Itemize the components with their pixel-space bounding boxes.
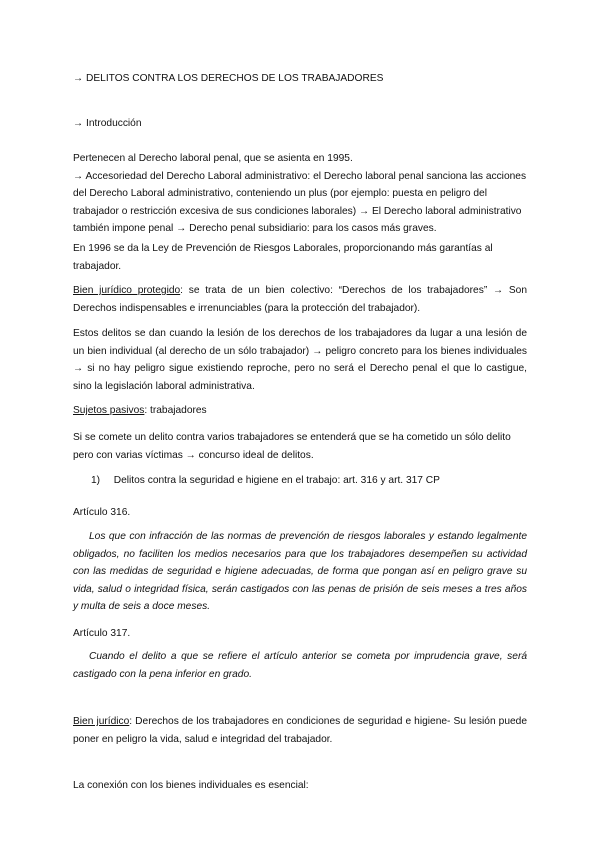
- sujetos-text: : trabajadores: [144, 405, 207, 416]
- sujetos-paragraph: [73, 402, 527, 420]
- paragraph-ley-prevencion: [73, 240, 527, 275]
- bien1-text: : se trata de un bien colectivo: “Derechos de los trabajadores” → Son Derechos indispensables e irrenunciables (para la protección del trabajador).: [73, 285, 527, 314]
- intro-heading-text: → Introducción: [73, 118, 142, 129]
- art316-heading-text: Artículo 316.: [73, 507, 131, 518]
- para4-text: Si se comete un delito contra varios trabajadores se entenderá que se ha cometido un sólo delito pero con varias víctimas → concurso ideal de delitos.: [73, 432, 511, 461]
- bien2-paragraph: [73, 713, 527, 748]
- conexion-text: La conexión con los bienes individuales es esencial:: [73, 780, 309, 791]
- art316-body: Los que con infracción de las normas de prevención de riesgos laborales y estando legalmente obligados, no faciliten los medios necesarios para que los trabajadores desempeñen su actividad con las medidas de seguridad e higiene adecuadas, de forma que pongan así en peligro grave su vida, salud o integridad física, serán castigados con las penas de prisión de seis meses a tres años y multa de seis a doce meses.: [73, 531, 527, 613]
- intro-heading: [73, 115, 527, 133]
- article-317-heading: [73, 625, 527, 643]
- title-text: → DELITOS CONTRA LOS DERECHOS DE LOS TRABAJADORES: [73, 73, 384, 84]
- para3-text: Estos delitos se dan cuando la lesión de los derechos de los trabajadores da lugar a una lesión de un bien individual (al derecho de un sólo trabajador) → peligro concreto para los bienes individuales → si no hay peligro sigue existiendo reproche, pero no será el Derecho penal el que lo castigue, sino la legislación laboral administrativa.: [73, 328, 527, 392]
- sujetos-label: Sujetos pasivos: [73, 405, 145, 416]
- paragraph-lesion-derechos: [73, 325, 527, 395]
- document-title: [73, 70, 527, 88]
- art317-heading-text: Artículo 317.: [73, 628, 131, 639]
- section1-number: 1): [91, 475, 101, 486]
- paragraph-derecho-laboral: [73, 150, 527, 238]
- paragraph-conexion: [73, 777, 527, 795]
- para1-line2: → Accesoriedad del Derecho Laboral administrativo: el Derecho laboral penal sanciona las acciones del Derecho Laboral administrativo, conteniendo un plus (por ejemplo: puesta en peligro del trabajador o restricción excesiva de sus condiciones laborales) → El Derecho laboral administrativo también impone penal → Derecho penal subsidiario: para los casos más graves.: [73, 170, 527, 235]
- article-316-text: [73, 528, 527, 616]
- bien1-paragraph: [73, 282, 527, 317]
- paragraph-sujetos-pasivos: [73, 402, 527, 420]
- section1-text: Delitos contra la seguridad e higiene en el trabajo: art. 316 y art. 317 CP: [113, 475, 440, 486]
- bien1-label: Bien jurídico protegido: [73, 285, 181, 296]
- paragraph-bien-juridico: [73, 713, 527, 748]
- section-1-heading: [91, 472, 527, 490]
- bien2-text: : Derechos de los trabajadores en condiciones de seguridad e higiene- Su lesión puede poner en peligro la vida, salud e integridad del trabajador.: [73, 716, 528, 745]
- para1-line1: Pertenecen al Derecho laboral penal, que se asienta en 1995.: [73, 153, 353, 164]
- article-317-text: [73, 648, 527, 683]
- paragraph-varios-trabajadores: [73, 429, 527, 464]
- paragraph-bien-juridico-protegido: [73, 282, 527, 317]
- article-316-heading: [73, 504, 527, 522]
- art317-body: Cuando el delito a que se refiere el artículo anterior se cometa por imprudencia grave, será castigado con la pena inferior en grado.: [73, 651, 527, 680]
- para2-text: En 1996 se da la Ley de Prevención de Riesgos Laborales, proporcionando más garantías al trabajador.: [73, 243, 493, 272]
- bien2-label: Bien jurídico: [73, 716, 130, 727]
